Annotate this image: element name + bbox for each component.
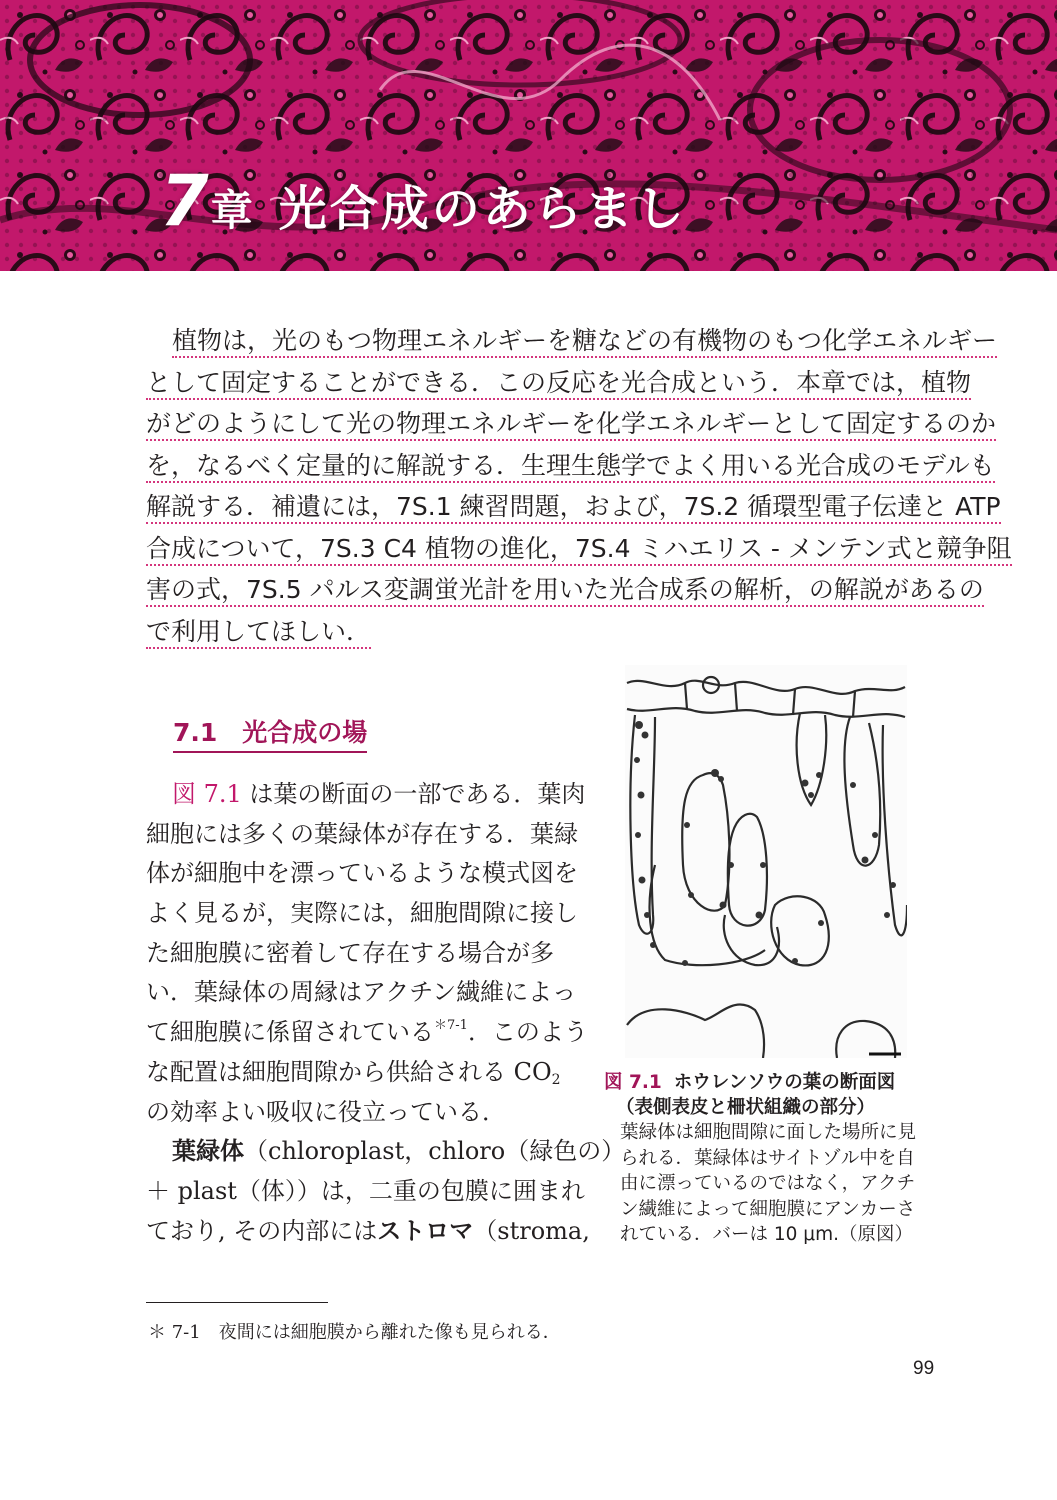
body-line: の効率よい吸収に役立っている．	[146, 1097, 506, 1126]
intro-line: がどのようにして光の物理エネルギーを化学エネルギーとして固定するのか	[146, 403, 936, 445]
section-heading: 7.1 光合成の場	[173, 713, 367, 753]
caption-line: ン繊維によって細胞膜にアンカーさ	[620, 1198, 916, 1220]
body-line: 葉緑体（chloroplast，chloro（緑色の）	[172, 1137, 626, 1166]
caption-body	[620, 1120, 944, 1248]
term-chloroplast: 葉緑体	[172, 1137, 244, 1166]
intro-line: として固定することができる．この反応を光合成という．本章では，植物	[146, 362, 936, 404]
chapter-number: 7	[160, 160, 207, 242]
chapter-label: 章	[210, 186, 253, 235]
leaf-cross-section-micrograph	[625, 665, 907, 1058]
body-line: い．葉緑体の周縁はアクチン繊維によっ	[146, 978, 577, 1007]
caption-line: られる．葉緑体はサイトゾル中を自	[620, 1147, 915, 1169]
caption-label: 図 7.1	[604, 1072, 662, 1093]
body-line: 図 7.1 は葉の断面の一部である．葉肉	[172, 780, 586, 808]
body-line: ており, その内部にはストロマ（stroma,	[146, 1216, 590, 1245]
chapter-title	[160, 160, 687, 242]
figure-reference-link[interactable]: 図 7.1	[172, 780, 242, 808]
term-stroma: ストロマ	[377, 1216, 474, 1245]
body-line: た細胞膜に密着して存在する場合が多	[146, 938, 554, 967]
page-number: 99	[913, 1358, 935, 1379]
intro-line: で利用してほしい．	[146, 611, 936, 653]
chapter-introduction	[146, 320, 1012, 652]
figure-caption	[604, 1070, 944, 1248]
intro-line: 害の式，7S.5 パルス変調蛍光計を用いた光合成系の解析，の解説があるの	[146, 569, 936, 611]
body-line: て細胞膜に係留されている$^{*7-1}$．このよう	[146, 1018, 588, 1047]
body-line: ＋ plast（体））は，二重の包膜に囲まれ	[146, 1176, 585, 1205]
body-line: よく見るが，実際には，細胞間隙に接し	[146, 899, 578, 928]
caption-line: 由に漂っているのではなく，アクチ	[620, 1173, 916, 1194]
caption-title: 図 7.1 ホウレンソウの葉の断面図	[604, 1072, 896, 1093]
footnote: ＊ 7-1 夜間には細胞膜から離れた像も見られる．	[148, 1322, 561, 1343]
micrograph-drawing	[625, 665, 907, 1058]
chapter-title-text: 光合成のあらまし	[278, 181, 687, 237]
body-line: 体が細胞中を漂っているような模式図を	[146, 859, 578, 888]
footnote-marker[interactable]: ＊7-1	[434, 1018, 468, 1034]
intro-line: 植物は，光のもつ物理エネルギーを糖などの有機物のもつ化学エネルギー	[146, 320, 936, 362]
caption-line: れている．バーは 10 μm.（原図）	[620, 1224, 913, 1245]
caption-line: 葉緑体は細胞間隙に面した場所に見	[620, 1122, 917, 1143]
body-text	[146, 775, 626, 1251]
intro-line: 解説する．補遺には，7S.1 練習問題，および，7S.2 循環型電子伝達と ATP	[146, 486, 936, 528]
intro-line: を，なるべく定量的に解説する．生理生態学でよく用いる光合成のモデルも	[146, 445, 936, 487]
intro-line: 合成について，7S.3 C4 植物の進化，7S.4 ミハエリス - メンテン式と競争阻	[146, 528, 936, 570]
caption-subtitle: （表側表皮と柵状組織の部分）	[616, 1097, 876, 1118]
chapter-banner	[0, 0, 1057, 271]
body-line: な配置は細胞間隙から供給される $CO_2$	[146, 1057, 561, 1088]
body-line: 細胞には多くの葉緑体が存在する．葉緑	[146, 819, 578, 848]
footnote-divider	[146, 1302, 328, 1303]
